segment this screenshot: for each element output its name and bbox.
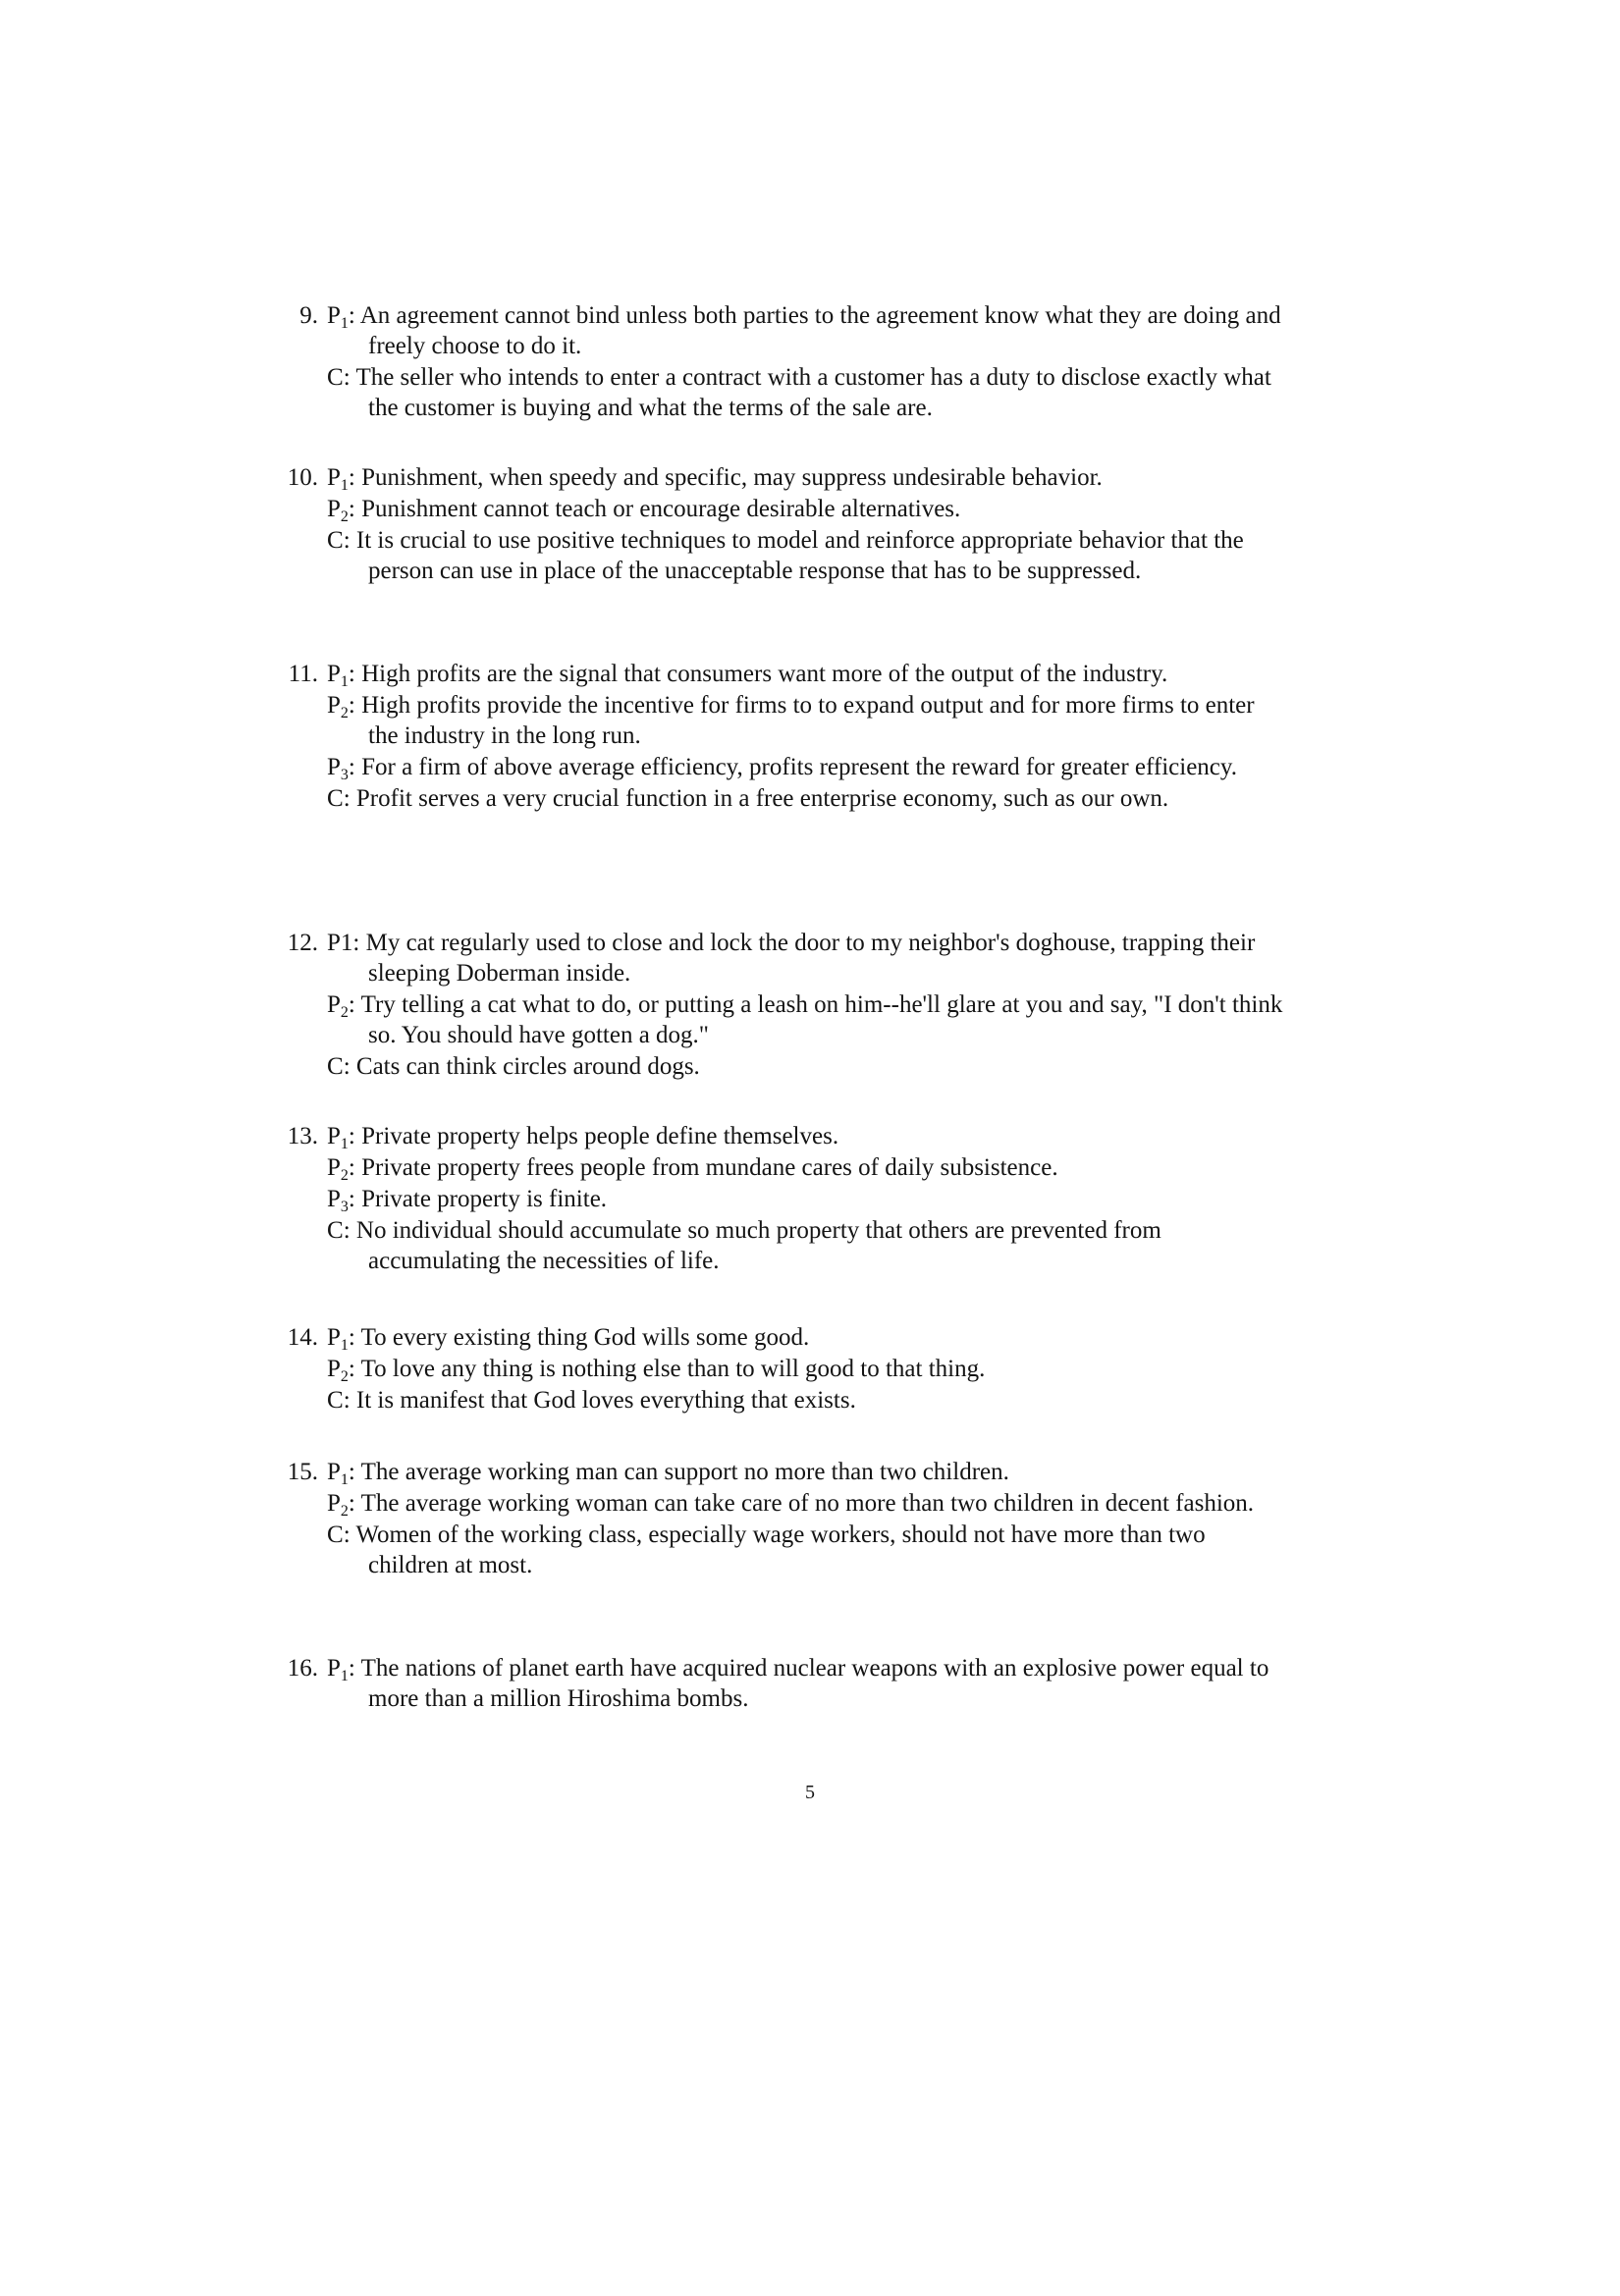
statement-text: Profit serves a very crucial function in a free enterprise economy, such as our own. — [350, 785, 1169, 812]
statement-text: An agreement cannot bind unless both parties to the agreement know what they are doing and freely choose to do it. — [354, 302, 1281, 359]
problem-number: 11. — [288, 661, 318, 687]
premise-label: $P_2$: — [327, 991, 355, 1021]
statement-list — [327, 1457, 1286, 1580]
premise-line — [327, 494, 1286, 524]
statement-text: High profits provide the incentive for firms to to expand output and for more firms to enter the industry in the long run. — [354, 692, 1255, 749]
statement-text: The average working man can support no more than two children. — [354, 1459, 1009, 1485]
statement-text: Punishment cannot teach or encourage desirable alternatives. — [354, 496, 961, 522]
page-number: 5 — [805, 1782, 815, 1803]
problem-12 — [285, 928, 1286, 1082]
statement-text: For a firm of above average efficiency, profits represent the reward for greater efficiency. — [354, 754, 1238, 780]
statement-text: No individual should accumulate so much property that others are prevented from accumulating the necessities of life. — [350, 1217, 1161, 1274]
statement-text: The nations of planet earth have acquired nuclear weapons with an explosive power equal to more than a million Hiroshima bombs. — [354, 1655, 1269, 1712]
statement-list — [327, 928, 1286, 1082]
premise-line — [327, 300, 1286, 361]
premise-label: $P_1$: — [327, 1459, 355, 1488]
conclusion-label: C: — [327, 527, 351, 554]
premise-label: P1: — [327, 930, 360, 956]
statement-text: My cat regularly used to close and lock the door to my neighbor's doghouse, trapping their sleeping Doberman inside. — [359, 930, 1256, 987]
conclusion-line — [327, 525, 1286, 586]
problem-13 — [285, 1121, 1286, 1276]
premise-line — [327, 752, 1286, 782]
premise-line — [327, 462, 1286, 493]
problem-9 — [285, 300, 1286, 423]
statement-text: Try telling a cat what to do, or putting a leash on him--he'll glare at you and say, "I don't think so. You should have gotten a dog." — [354, 991, 1283, 1048]
problem-number: 9. — [299, 302, 318, 329]
statement-list — [327, 659, 1286, 814]
problem-16 — [285, 1653, 1286, 1714]
premise-label: $P_1$: — [327, 661, 355, 690]
problem-number: 12. — [287, 930, 318, 956]
premise-label: $P_2$: — [327, 692, 355, 721]
premise-line — [327, 1354, 1286, 1384]
statement-list — [327, 300, 1286, 423]
statement-text: It is crucial to use positive techniques to model and reinforce appropriate behavior that the person can use in place of the unacceptable response that has to be suppressed. — [350, 527, 1244, 584]
premise-label: $P_2$: — [327, 1356, 355, 1385]
premise-line — [327, 690, 1286, 751]
premise-line — [327, 928, 1286, 988]
statement-text: Punishment, when speedy and specific, may suppress undesirable behavior. — [354, 464, 1103, 491]
premise-label: $P_3$: — [327, 1186, 355, 1215]
premise-line — [327, 1488, 1286, 1519]
problem-number: 10. — [287, 464, 318, 491]
premise-line — [327, 659, 1286, 689]
statement-text: The average working woman can take care of no more than two children in decent fashion. — [354, 1490, 1255, 1517]
problem-14 — [285, 1322, 1286, 1415]
conclusion-line — [327, 1051, 1286, 1082]
premise-label: $P_1$: — [327, 302, 355, 332]
premise-label: $P_1$: — [327, 1123, 355, 1152]
statement-text: High profits are the signal that consumers want more of the output of the industry. — [354, 661, 1168, 687]
premise-line — [327, 1457, 1286, 1487]
premise-label: $P_1$: — [327, 1655, 355, 1684]
statement-text: Private property helps people define themselves. — [354, 1123, 839, 1149]
premise-line — [327, 1653, 1286, 1714]
statement-text: The seller who intends to enter a contract with a customer has a duty to disclose exactly what the customer is buying and what the terms of the sale are. — [350, 364, 1271, 421]
statement-list — [327, 1653, 1286, 1714]
premise-line — [327, 1152, 1286, 1183]
conclusion-line — [327, 1215, 1286, 1276]
statement-text: Private property frees people from mundane cares of daily subsistence. — [354, 1154, 1058, 1181]
conclusion-line — [327, 1385, 1286, 1415]
premise-label: $P_2$: — [327, 1154, 355, 1184]
statement-text: To every existing thing God wills some good. — [354, 1324, 810, 1351]
conclusion-label: C: — [327, 1217, 351, 1244]
premise-line — [327, 1121, 1286, 1151]
premise-line — [327, 1184, 1286, 1214]
conclusion-label: C: — [327, 1387, 351, 1414]
conclusion-label: C: — [327, 1053, 351, 1080]
premise-label: $P_1$: — [327, 464, 355, 494]
statement-text: To love any thing is nothing else than to will good to that thing. — [354, 1356, 986, 1382]
conclusion-label: C: — [327, 785, 351, 812]
statement-text: Cats can think circles around dogs. — [350, 1053, 700, 1080]
problem-11 — [285, 659, 1286, 814]
problem-number: 13. — [287, 1123, 318, 1149]
problem-number: 16. — [287, 1655, 318, 1682]
problem-number: 15. — [287, 1459, 318, 1485]
conclusion-line — [327, 783, 1286, 814]
conclusion-line — [327, 1520, 1286, 1580]
statement-text: Women of the working class, especially wage workers, should not have more than two children at most. — [350, 1522, 1206, 1578]
problem-number: 14. — [287, 1324, 318, 1351]
problem-15 — [285, 1457, 1286, 1580]
premise-label: $P_1$: — [327, 1324, 355, 1354]
statement-text: Private property is finite. — [354, 1186, 608, 1212]
premise-label: $P_2$: — [327, 1490, 355, 1520]
premise-label: $P_3$: — [327, 754, 355, 783]
problem-10 — [285, 462, 1286, 586]
premise-line — [327, 1322, 1286, 1353]
conclusion-label: C: — [327, 364, 351, 391]
statement-list — [327, 1322, 1286, 1415]
premise-line — [327, 989, 1286, 1050]
statement-list — [327, 1121, 1286, 1276]
conclusion-label: C: — [327, 1522, 351, 1548]
statement-text: It is manifest that God loves everything that exists. — [350, 1387, 856, 1414]
premise-label: $P_2$: — [327, 496, 355, 525]
conclusion-line — [327, 362, 1286, 423]
statement-list — [327, 462, 1286, 586]
